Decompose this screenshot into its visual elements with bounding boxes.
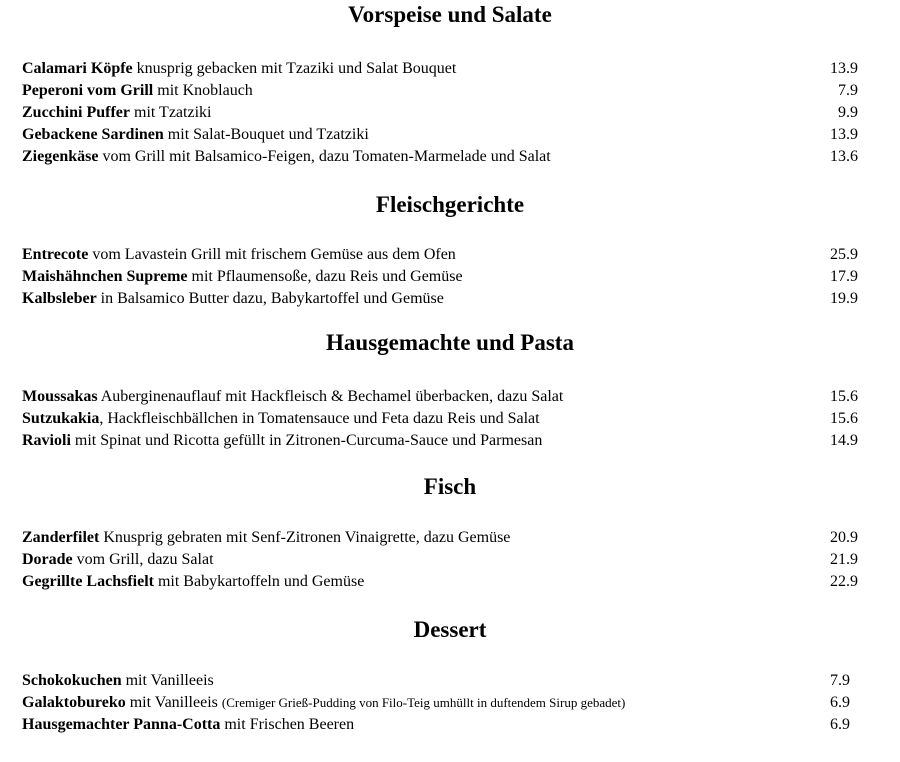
menu-item-list (22, 527, 878, 593)
menu-item (22, 692, 878, 714)
menu-item (22, 244, 878, 266)
dish-description: Knusprig gebraten mit Senf-Zitronen Vinaigrette, dazu Gemüse (99, 529, 511, 546)
dish-description: in Balsamico Butter dazu, Babykartoffel und Gemüse (96, 290, 444, 307)
dish-name: Zucchini Puffer (22, 104, 130, 121)
dish-price: 17.9 (830, 268, 858, 285)
dish-name: Hausgemachter Panna-Cotta (22, 716, 221, 733)
menu-item (22, 714, 878, 736)
menu-item (22, 386, 878, 408)
section-title: Hausgemachte und Pasta (326, 330, 574, 355)
menu-item (22, 549, 878, 571)
dish-description: mit Frischen Beeren (220, 716, 355, 733)
dish-note: (Cremiger Grieß-Pudding von Filo-Teig umhüllt in duftendem Sirup gebadet) (221, 695, 626, 710)
dish-description: vom Grill, dazu Salat (72, 551, 214, 568)
dish-name: Peperoni vom Grill (22, 82, 154, 99)
menu-item-list (22, 386, 878, 452)
menu-item (22, 527, 878, 549)
dish-description: mit Spinat und Ricotta gefüllt in Zitronen-Curcuma-Sauce und Parmesan (70, 432, 543, 449)
section-hausgemachte-und-pasta (22, 329, 878, 452)
dish-price: 7.9 (838, 82, 858, 99)
dish-price: 20.9 (830, 529, 858, 546)
dish-name: Maishähnchen Supreme (22, 268, 188, 285)
section-title: Fleischgerichte (375, 192, 525, 217)
dish-price: 9.9 (838, 104, 858, 121)
section-title: Vorspeise und Salate (348, 2, 552, 27)
dish-name: Entrecote (22, 246, 89, 263)
dish-price: 13.6 (830, 148, 858, 165)
section-title: Fisch (423, 474, 477, 499)
dish-price: 7.9 (830, 672, 850, 689)
menu-item (22, 670, 878, 692)
menu-item (22, 288, 878, 310)
dish-price: 19.9 (830, 290, 858, 307)
dish-name: Calamari Köpfe (22, 60, 133, 77)
dish-price: 6.9 (830, 694, 850, 711)
dish-price: 21.9 (830, 551, 858, 568)
dish-description: mit Vanilleeis (125, 694, 222, 711)
section-fleischgerichte (22, 191, 878, 310)
dish-name: Sutzukakia (22, 410, 100, 427)
menu-item (22, 58, 878, 80)
menu-item (22, 124, 878, 146)
menu-item (22, 266, 878, 288)
section-fisch (22, 473, 878, 593)
dish-name: Gegrillte Lachsfielt (22, 573, 154, 590)
section-title: Dessert (413, 617, 487, 642)
dish-price: 15.6 (830, 410, 858, 427)
dish-name: Gebackene Sardinen (22, 126, 164, 143)
dish-price: 15.6 (830, 388, 858, 405)
menu-item (22, 408, 878, 430)
menu-item (22, 80, 878, 102)
dish-description: vom Lavastein Grill mit frischem Gemüse aus dem Ofen (88, 246, 456, 263)
dish-description: mit Pflaumensoße, dazu Reis und Gemüse (187, 268, 463, 285)
dish-price: 13.9 (830, 126, 858, 143)
dish-description: mit Vanilleeis (121, 672, 214, 689)
dish-description: mit Knoblauch (153, 82, 253, 99)
menu-item-list (22, 58, 878, 168)
dish-price: 13.9 (830, 60, 858, 77)
dish-price: 25.9 (830, 246, 858, 263)
section-dessert (22, 616, 878, 736)
dish-price: 22.9 (830, 573, 858, 590)
menu-item (22, 430, 878, 452)
dish-name: Zanderfilet (22, 529, 100, 546)
dish-description: mit Tzatziki (130, 104, 212, 121)
menu-item (22, 146, 878, 168)
menu-item-list (22, 244, 878, 310)
dish-description: Auberginenauflauf mit Hackfleisch & Bechamel überbacken, dazu Salat (97, 388, 564, 405)
dish-name: Moussakas (22, 388, 98, 405)
menu-item (22, 102, 878, 124)
dish-name: Dorade (22, 551, 73, 568)
dish-name: Ziegenkäse (22, 148, 99, 165)
dish-description: knusprig gebacken mit Tzaziki und Salat Bouquet (132, 60, 457, 77)
dish-name: Galaktobureko (22, 694, 126, 711)
dish-description: mit Salat-Bouquet und Tzatziki (163, 126, 369, 143)
dish-description: vom Grill mit Balsamico-Feigen, dazu Tomaten-Marmelade und Salat (98, 148, 551, 165)
dish-price: 6.9 (830, 716, 850, 733)
menu-page (22, 0, 878, 736)
menu-item (22, 571, 878, 593)
dish-name: Kalbsleber (22, 290, 97, 307)
menu-item-list (22, 670, 878, 736)
dish-description: , Hackfleischbällchen in Tomatensauce und Feta dazu Reis und Salat (99, 410, 540, 427)
dish-description: mit Babykartoffeln und Gemüse (153, 573, 365, 590)
dish-name: Ravioli (22, 432, 71, 449)
dish-price: 14.9 (830, 432, 858, 449)
section-vorspeise-und-salate (22, 1, 878, 168)
dish-name: Schokokuchen (22, 672, 122, 689)
